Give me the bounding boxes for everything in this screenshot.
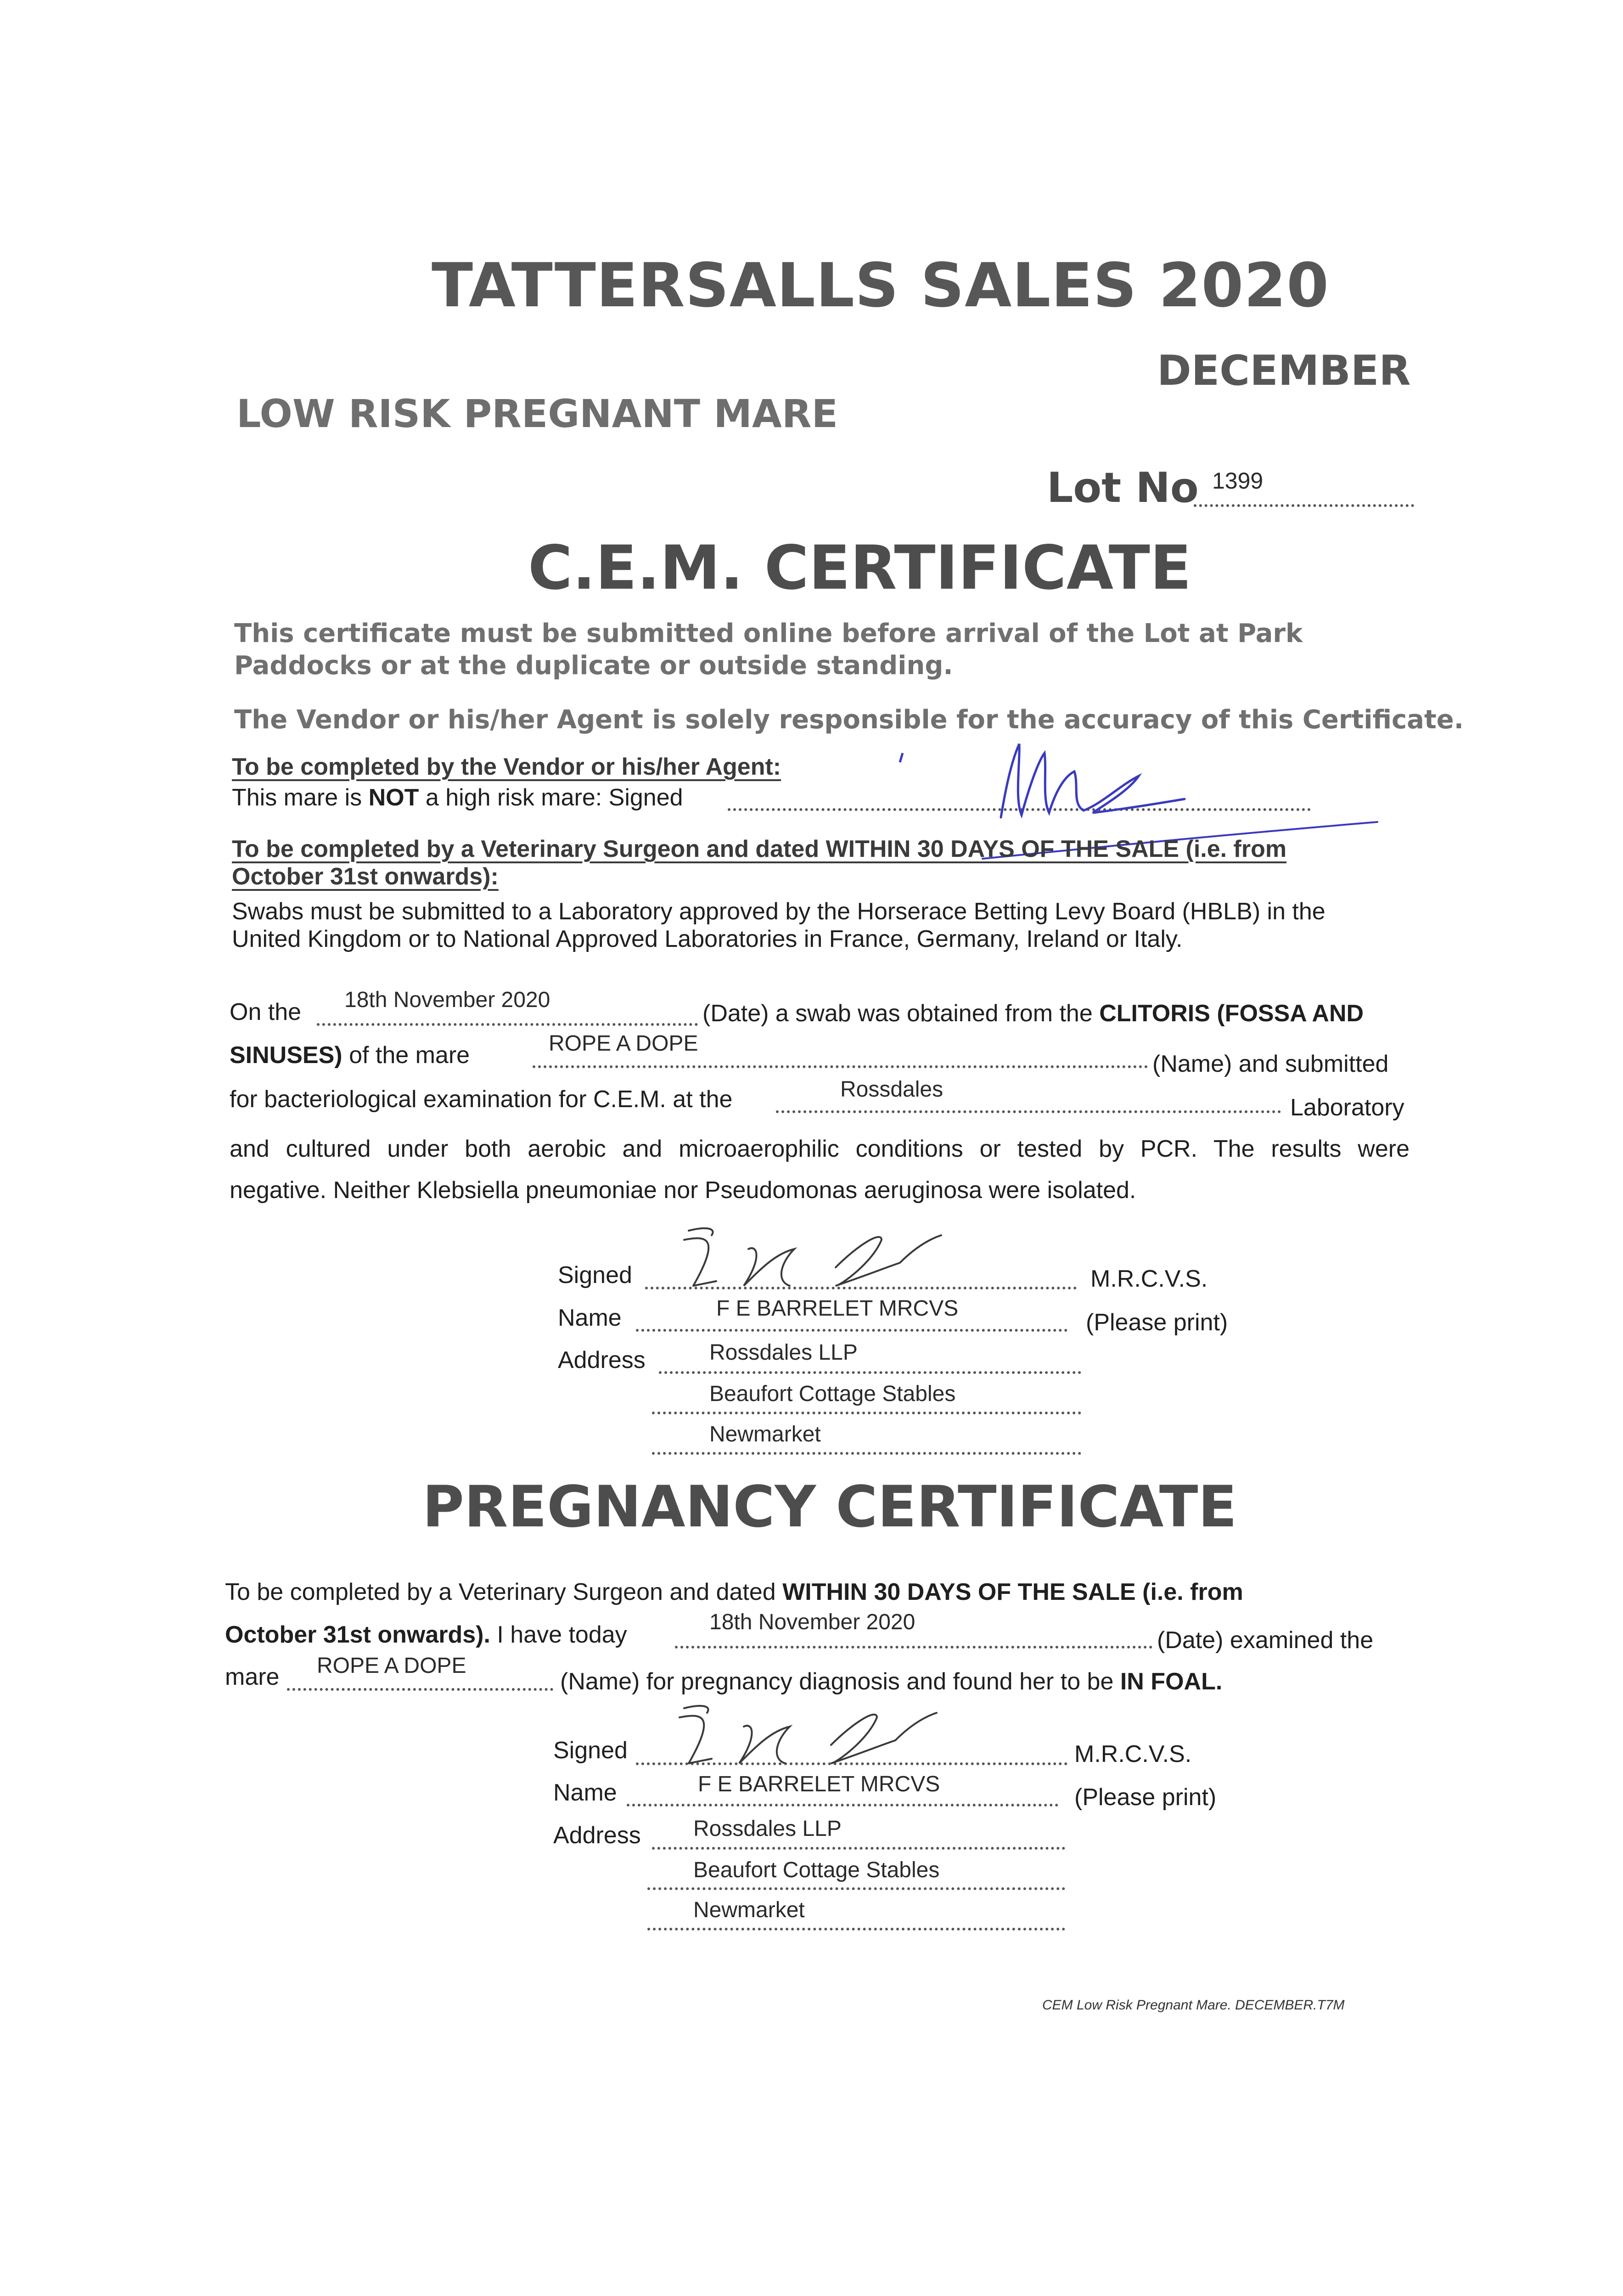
pregnancy-address-label: Address (553, 1822, 641, 1849)
swab-date-label (702, 999, 1364, 1028)
mare-line (230, 1041, 470, 1070)
pregnancy-address-3-value: Newmarket (693, 1898, 805, 1922)
pregnancy-date-label: (Date) examined the (1157, 1627, 1374, 1654)
pregnancy-line-2-post: I have today (497, 1621, 627, 1648)
cem-name-label: (Name) and submitted (1152, 1051, 1389, 1077)
form-reference: CEM Low Risk Pregnant Mare. DECEMBER.T7M (1042, 1998, 1345, 2013)
laboratory-label: Laboratory (1290, 1094, 1404, 1121)
cem-certificate-title: C.E.M. CERTIFICATE (528, 533, 1191, 603)
swab-requirement-2: United Kingdom or to National Approved Laboratories in France, Germany, Ireland or Italy. (232, 926, 1183, 952)
cultured-text: and cultured under both aerobic and microaerophilic conditions or tested by PCR. The results were (230, 1136, 1410, 1162)
vendor-declaration-not: NOT (368, 784, 419, 811)
negative-result-text: negative. Neither Klebsiella pneumoniae nor Pseudomonas aeruginosa were isolated. (230, 1177, 1136, 1204)
vendor-section-heading: To be completed by the Vendor or his/her Agent: (232, 754, 781, 780)
swab-obtained-text: (Date) a swab was obtained from the (702, 1000, 1093, 1027)
pregnancy-address-line-2 (647, 1887, 1065, 1890)
cem-address-1-value: Rossdales LLP (709, 1340, 858, 1365)
cem-address-label: Address (558, 1347, 646, 1373)
lot-number-label: Lot No (1047, 464, 1199, 512)
mare-category: LOW RISK PREGNANT MARE (236, 391, 838, 436)
bacteriological-text: for bacteriological examination for C.E.M. at the (230, 1086, 733, 1113)
lot-number-dots (1194, 504, 1414, 507)
pregnancy-please-print: (Please print) (1074, 1784, 1217, 1811)
pregnancy-address-2-value: Beaufort Cottage Stables (693, 1858, 940, 1882)
pregnancy-name-row-label: Name (553, 1779, 617, 1806)
swab-requirement-1: Swabs must be submitted to a Laboratory approved by the Horserace Betting Levy Board (HBLB) in the (232, 898, 1325, 925)
of-the-mare-label: of the mare (349, 1042, 470, 1069)
pregnancy-line-1 (225, 1577, 1410, 1607)
pregnancy-line-1-bold: WITHIN 30 DAYS OF THE SALE (i.e. from (782, 1579, 1243, 1605)
pregnancy-certificate-title: PREGNANCY CERTIFICATE (422, 1474, 1237, 1540)
pregnancy-address-1-value: Rossdales LLP (693, 1817, 842, 1841)
cem-address-line-2 (652, 1412, 1081, 1414)
swab-date-line (317, 1023, 698, 1026)
pregnancy-date-line (675, 1646, 1152, 1649)
pregnancy-line-1-pre: To be completed by a Veterinary Surgeon and dated (225, 1579, 776, 1605)
pregnancy-vet-name-line (627, 1804, 1058, 1806)
vet-section-heading-2: October 31st onwards): (232, 863, 499, 890)
sinuses-text: SINUSES) (230, 1042, 343, 1069)
lot-number-value: 1399 (1212, 468, 1264, 494)
vendor-declaration-post: a high risk mare: Signed (419, 784, 683, 811)
pregnancy-line-3-post: (Name) for pregnancy diagnosis and found her to be (560, 1668, 1114, 1695)
swab-date-value: 18th November 2020 (344, 988, 550, 1012)
pregnancy-signed-label: Signed (553, 1737, 628, 1764)
vendor-declaration-pre: This mare is (232, 784, 369, 811)
cem-address-2-value: Beaufort Cottage Stables (709, 1382, 956, 1406)
vendor-declaration (232, 783, 683, 812)
cem-mare-name-value: ROPE A DOPE (549, 1031, 698, 1056)
laboratory-value: Rossdales (840, 1077, 943, 1102)
cem-notice-responsibility: The Vendor or his/her Agent is solely responsible for the accuracy of this Certificate. (234, 705, 1464, 735)
cem-address-line-1 (659, 1371, 1081, 1374)
pregnancy-vet-name-value: F E BARRELET MRCVS (698, 1772, 940, 1796)
sale-month: DECEMBER (1157, 347, 1411, 395)
pregnancy-mrcvs-label: M.R.C.V.S. (1074, 1741, 1192, 1767)
cem-vet-name-value: F E BARRELET MRCVS (716, 1296, 959, 1321)
pregnancy-mare-name-line (287, 1688, 553, 1691)
on-the-label: On the (230, 999, 302, 1025)
cem-vet-name-line (636, 1329, 1067, 1332)
vet-section-heading-1: To be completed by a Veterinary Surgeon and dated WITHIN 30 DAYS OF THE SALE (i.e. from (232, 836, 1287, 862)
sale-title: TATTERSALLS SALES 2020 (432, 250, 1330, 321)
cem-please-print: (Please print) (1086, 1309, 1228, 1336)
pregnancy-mare-name-value: ROPE A DOPE (317, 1654, 466, 1678)
pregnancy-line-2-bold: October 31st onwards). (225, 1621, 490, 1648)
cem-address-line-3 (652, 1452, 1081, 1455)
cem-address-3-value: Newmarket (709, 1422, 821, 1446)
pregnancy-vet-signature (638, 1694, 1005, 1777)
pregnancy-date-value: 18th November 2020 (709, 1610, 915, 1634)
swab-site-text: CLITORIS (FOSSA AND (1099, 1000, 1364, 1027)
pregnancy-address-line-3 (647, 1928, 1065, 1930)
in-foal-text: IN FOAL. (1120, 1668, 1223, 1695)
laboratory-line (776, 1110, 1281, 1113)
pregnancy-mare-label: mare (225, 1664, 280, 1690)
pregnancy-line-3 (560, 1667, 1222, 1696)
cem-vet-signature (643, 1217, 1010, 1300)
cem-notice-submission: This certificate must be submitted online before arrival of the Lot at Park Paddocks or at the duplicate or outside standing. (234, 619, 1303, 681)
cem-mare-name-line (533, 1065, 1148, 1068)
pregnancy-line-2 (225, 1620, 627, 1649)
pregnancy-address-line-1 (652, 1847, 1065, 1850)
cem-mrcvs-label: M.R.C.V.S. (1090, 1266, 1208, 1292)
cem-signed-label: Signed (558, 1262, 632, 1289)
cem-name-row-label: Name (558, 1305, 622, 1331)
